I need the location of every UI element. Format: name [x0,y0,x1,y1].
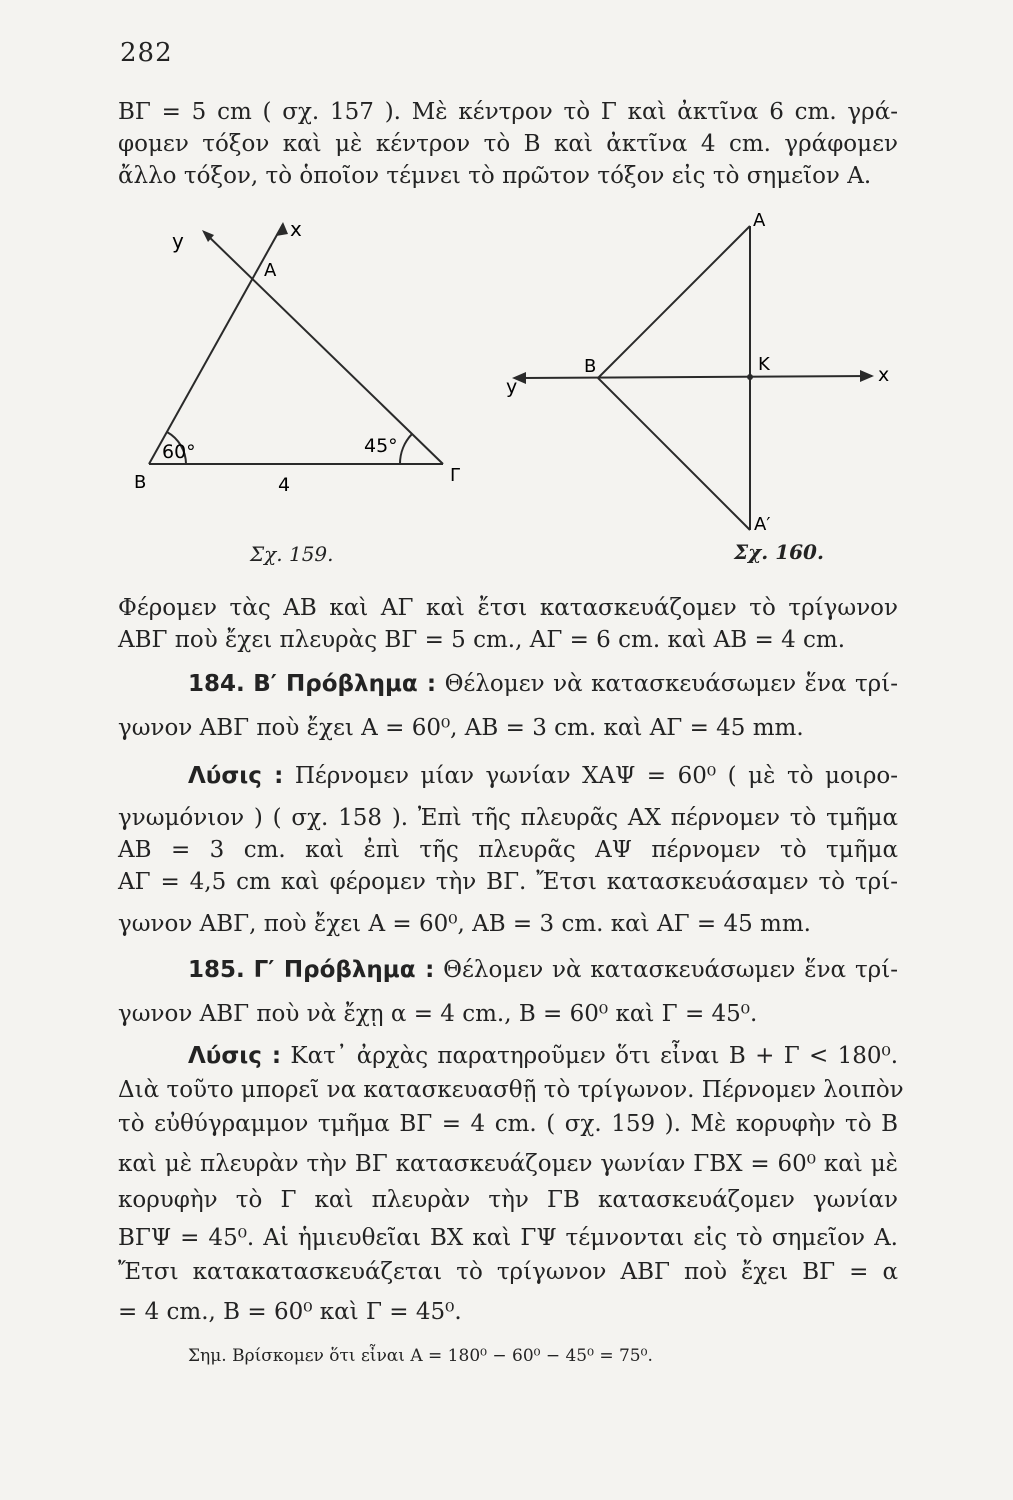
line-yx [522,376,872,378]
note-label: Σημ. [188,1346,227,1366]
text-line: ΒΓ = 5 cm ( σχ. 157 ). Μὲ κέντρον τὸ Γ καὶ ἀκτῖνα 6 cm. γρά- [118,99,898,125]
label-a: A [753,210,766,231]
point-k [747,374,753,380]
label-side: 4 [278,474,291,496]
label-b: B [134,472,147,493]
page-number: 282 [120,38,173,68]
label-angle-b: 60° [162,441,196,463]
label-k: K [758,354,770,375]
text-line: ΑΒ = 3 cm. καὶ ἐπὶ τῆς πλευρᾶς ΑΨ πέρνομεν τὸ τμῆμα [118,837,898,863]
label-angle-g: 45° [364,435,398,457]
problem-number: 184. [188,671,245,697]
problem-185-heading [188,954,898,986]
note [188,1340,898,1372]
problem-184-heading [188,668,898,700]
problem-title: Β′ Πρόβλημα : [253,671,437,697]
problem-text: Θέλομεν νὰ κατασκευάσωμεν ἕνα τρί- [443,957,898,983]
label-y: y [172,229,184,253]
text-line: ΑΓ = 4,5 cm καὶ φέρομεν τὴν ΒΓ. Ἔτσι κατασκευάσαμεν τὸ τρί- [118,869,898,895]
solution-text: Πέρνομεν μίαν γωνίαν ΧΑΨ = 60⁰ ( μὲ τὸ μοιρο- [294,763,899,789]
text-line: = 4 cm., Β = 60⁰ καὶ Γ = 45⁰. [118,1299,462,1325]
text-line: γωνον ΑΒΓ ποὺ ἔχει Α = 60⁰, ΑΒ = 3 cm. καὶ ΑΓ = 45 mm. [118,715,804,741]
problem-number: 185. [188,957,245,983]
problem-title: Γ′ Πρόβλημα : [253,957,435,983]
text-line: καὶ μὲ πλευρὰν τὴν ΒΓ κατασκευάζομεν γωνίαν ΓΒΧ = 60⁰ καὶ μὲ [118,1151,898,1177]
text-line: κορυφὴν τὸ Γ καὶ πλευρὰν τὴν ΓΒ κατασκευάζομεν γωνίαν [118,1187,898,1213]
label-a-prime: A′ [754,514,771,535]
solution-text: Κατ᾿ ἀρχὰς παρατηροῦμεν ὅτι εἶναι Β + Γ < 180⁰. [290,1043,899,1069]
label-g: Γ [450,465,461,486]
text-line: τὸ εὐθύγραμμον τμῆμα ΒΓ = 4 cm. ( σχ. 159 ). Μὲ κορυφὴν τὸ Β [118,1111,898,1137]
problem-text: Θέλομεν νὰ κατασκευάσωμεν ἕνα τρί- [444,671,898,697]
line-ba-prime [598,378,750,530]
solution-185-heading [188,1040,898,1072]
solution-184-heading [188,760,898,792]
note-text: Βρίσκομεν ὅτι εἶναι Α = 180⁰ − 60⁰ − 45⁰ = 75⁰. [232,1346,653,1366]
solution-label: Λύσις : [188,763,284,789]
text-line: γωνον ΑΒΓ, ποὺ ἔχει Α = 60⁰, ΑΒ = 3 cm. καὶ ΑΓ = 45 mm. [118,911,811,937]
label-x: x [878,364,890,386]
text-line: γνωμόνιον ) ( σχ. 158 ). Ἐπὶ τῆς πλευρᾶς ΑΧ πέρνομεν τὸ τμῆμα [118,805,898,831]
text-line: ἄλλο τόξον, τὸ ὁποῖον τέμνει τὸ πρῶτον τόξον εἰς τὸ σημεῖον Α. [118,163,872,189]
text-line: Ἔτσι κατακατασκευάζεται τὸ τρίγωνον ΑΒΓ ποὺ ἔχει ΒΓ = α [118,1259,898,1285]
line-ba [598,226,750,378]
text-line: Διὰ τοῦτο μπορεῖ να κατασκευασθῇ τὸ τρίγωνον. Πέρνομεν λοιπὸν [118,1077,904,1103]
label-b: B [584,356,597,377]
arrow-x [860,370,874,382]
caption-fig160: Σχ. 160. [734,540,824,564]
text-line: φομεν τόξον καὶ μὲ κέντρον τὸ Β καὶ ἀκτῖνα 4 cm. γράφομεν [118,131,898,157]
text-line: ΒΓΨ = 45⁰. Αἱ ἡμιευθεῖαι ΒΧ καὶ ΓΨ τέμνονται εἰς τὸ σημεῖον Α. [118,1225,898,1251]
label-y: y [506,376,518,398]
text-line: ΑΒΓ ποὺ ἔχει πλευρὰς ΒΓ = 5 cm., ΑΓ = 6 cm. καὶ ΑΒ = 4 cm. [118,627,846,653]
caption-fig159: Σχ. 159. [250,542,334,566]
label-a: A [264,260,277,281]
text-line: γωνον ΑΒΓ ποὺ νὰ ἔχῃ α = 4 cm., Β = 60⁰ καὶ Γ = 45⁰. [118,1001,758,1027]
solution-label: Λύσις : [188,1043,282,1069]
label-x: x [290,217,302,241]
text-line: Φέρομεν τὰς ΑΒ καὶ ΑΓ καὶ ἔτσι κατασκευάζομεν τὸ τρίγωνον [118,595,898,621]
